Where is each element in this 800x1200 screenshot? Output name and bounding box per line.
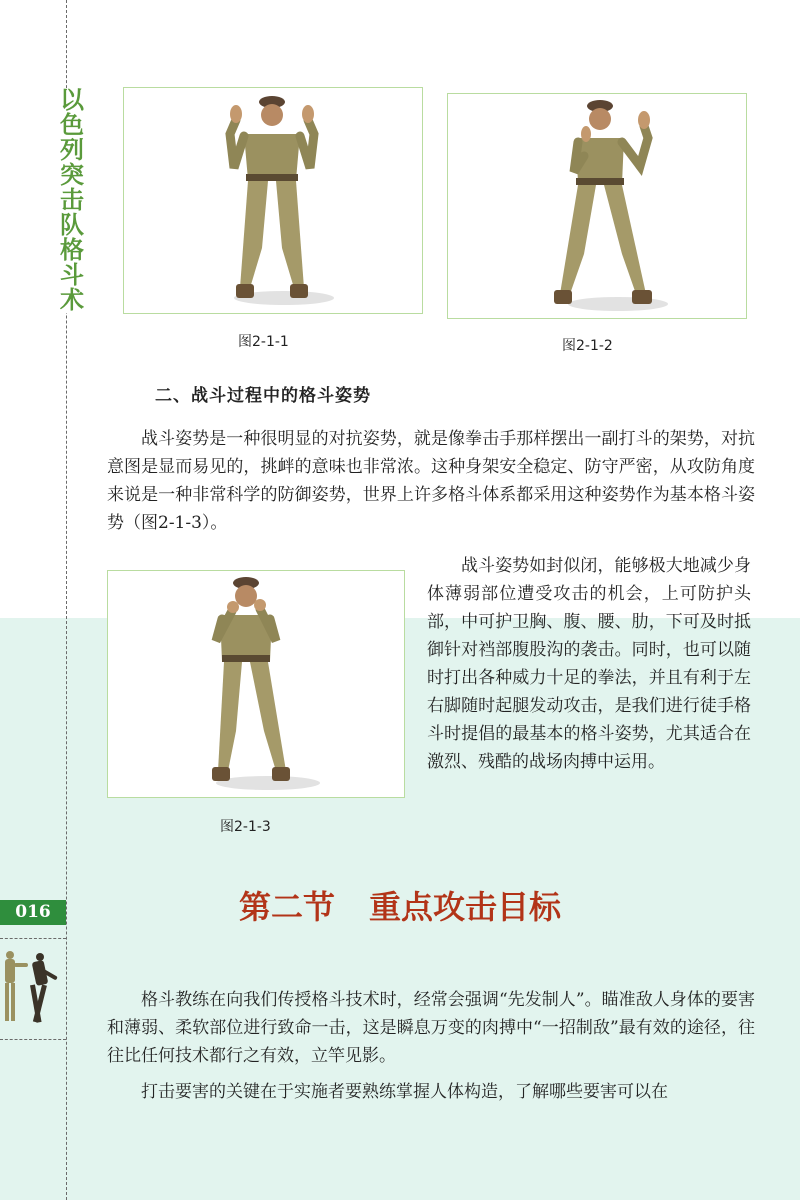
figure-2-1-1 [123, 87, 423, 314]
paragraph: 战斗姿势是一种很明显的对抗姿势，就是像拳击手那样摆出一副打斗的架势，对抗意图是显而易见的，挑衅的意味也非常浓。这种身架安全稳定、防守严密，从攻防角度来说是一种非常科学的防御姿势，世界上许多格斗体系都采用这种姿势作为基本格斗姿势（图2-1-3）。 [107, 429, 755, 533]
paragraph: 打击要害的关键在于实施者要熟练掌握人体构造，了解哪些要害可以在 [141, 1082, 668, 1102]
soldier-fighting-stance-image [108, 571, 404, 797]
page-number: 016 [0, 900, 66, 925]
section-title [0, 882, 800, 928]
paragraph: 格斗教练在向我们传授格斗技术时，经常会强调“先发制人”。瞄准敌人身体的要害和薄弱、柔软部位进行致命一击，这是瞬息万变的肉搏中“一招制敌”最有效的途径，往往比任何技术都行之有效，立竿见影。 [107, 990, 755, 1066]
margin-thumbnail [0, 938, 66, 1040]
section-number: 第二节 [238, 888, 335, 926]
figure-2-1-2 [447, 93, 747, 319]
fighters-thumbnail-image [0, 939, 66, 1039]
soldier-stance-image [448, 94, 746, 318]
figure-caption: 图2-1-3 [220, 819, 271, 835]
figure-caption: 图2-1-2 [562, 338, 613, 354]
paragraph: 战斗姿势如封似闭，能够极大地减少身体薄弱部位遭受攻击的机会，上可防护头部，中可护卫胸、腹、腰、肋，下可及时抵御针对裆部腹股沟的袭击。同时，也可以随时打出各种威力十足的拳法，并且有利于左右脚随时起腿发动攻击，是我们进行徒手格斗时提倡的最基本的格斗姿势，尤其适合在激烈、残酷的战场肉搏中运用。 [427, 556, 751, 772]
section-heading: 重点攻击目标 [369, 888, 562, 926]
soldier-stance-image [124, 88, 422, 313]
subheading: 二、战斗过程中的格斗姿势 [155, 386, 371, 406]
book-title-vertical: 以色列突击队格斗术 [55, 88, 89, 313]
figure-2-1-3 [107, 570, 405, 798]
figure-caption: 图2-1-1 [238, 334, 289, 350]
